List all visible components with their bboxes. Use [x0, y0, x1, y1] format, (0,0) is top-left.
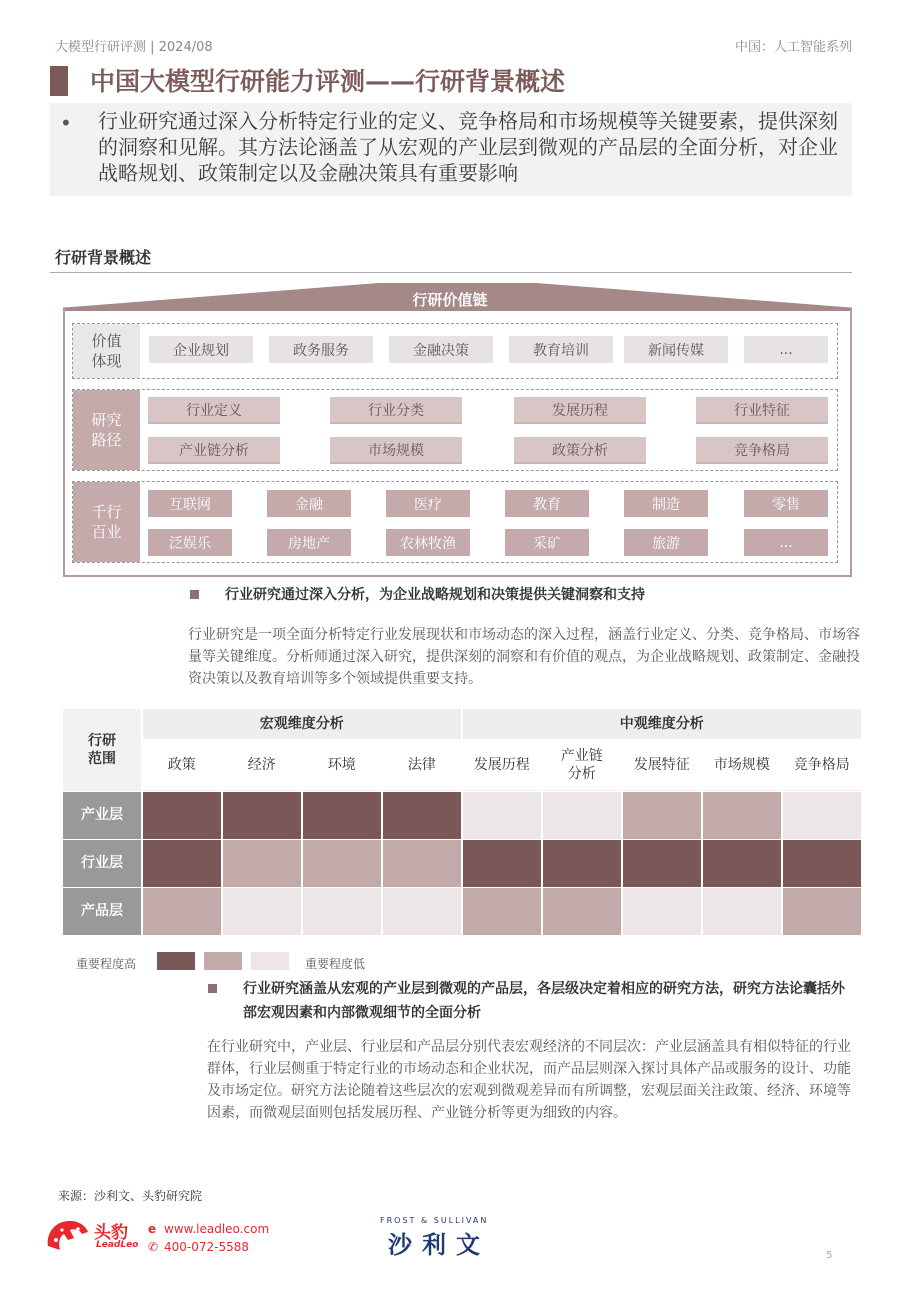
- matrix-cell: [543, 792, 622, 839]
- chip: 教育培训: [509, 336, 613, 363]
- row-label-industries: [73, 482, 140, 562]
- matrix-cell: [223, 888, 302, 935]
- matrix-cell: [623, 792, 702, 839]
- value-chain-row-industries: [72, 481, 838, 563]
- matrix-cell: [783, 840, 862, 887]
- row-label-text: 研究 路径: [91, 411, 122, 449]
- source-note: 来源：沙利文、头豹研究院: [58, 1189, 203, 1203]
- point1-heading: 行业研究通过深入分析，为企业战略规划和决策提供关键洞察和支持: [225, 587, 645, 603]
- column-header: 环境: [303, 741, 382, 791]
- column-header: 法律: [383, 741, 462, 791]
- matrix-cell: [463, 840, 542, 887]
- chip: 金融决策: [389, 336, 493, 363]
- chip: 旅游: [624, 529, 708, 556]
- matrix-cell: [703, 840, 782, 887]
- point1-bullet: [190, 590, 199, 599]
- phone-number: [148, 1240, 249, 1254]
- legend-low-label: 重要程度低: [305, 957, 366, 971]
- summary-box: [50, 103, 852, 196]
- logo-wordmark-cn: 头豹: [94, 1223, 128, 1243]
- matrix-cell: [623, 888, 702, 935]
- leopard-logo-icon: [44, 1216, 90, 1254]
- chip: 制造: [624, 490, 708, 517]
- chip: 政策分析: [514, 437, 646, 464]
- row-label-research: [73, 390, 140, 470]
- matrix-cell: [383, 888, 462, 935]
- phone-text: 400-072-5588: [164, 1240, 250, 1254]
- matrix-cell: [703, 888, 782, 935]
- matrix-cell: [703, 792, 782, 839]
- legend-swatch-medium: [204, 952, 242, 970]
- point1-text: 行业研究是一项全面分析特定行业发展现状和市场动态的深入过程，涵盖行业定义、分类、竞争格局、市场容量等关键维度。分析师通过深入研究，提供深刻的洞察和有价值的观点，为企业战略规划、政策制定、金融投资决策以及教育培训等多个领域提供重要支持。: [188, 627, 860, 687]
- matrix-corner-label: 行研 范围: [63, 709, 141, 791]
- matrix-cell: [143, 888, 222, 935]
- point2-text: 在行业研究中，产业层、行业层和产品层分别代表宏观经济的不同层次：产业层涵盖具有相似特征的行业群体，行业层侧重于特定行业的市场动态和企业状况，而产品层则深入探讨具体产品或服务的设计、功能及市场定位。研究方法论随着这些层次的宏观到微观差异而有所调整，宏观层面关注政策、经济、环境等因素，而微观层面则包括发展历程、产业链分析等更为细致的内容。: [207, 1039, 851, 1121]
- matrix-cell: [143, 840, 222, 887]
- chip: 泛娱乐: [148, 529, 232, 556]
- chip: 行业分类: [330, 397, 462, 424]
- web-icon: e: [148, 1222, 157, 1236]
- chip: ...: [744, 529, 828, 556]
- chip: 医疗: [386, 490, 470, 517]
- chip: 产业链分析: [148, 437, 280, 464]
- chip: ...: [744, 336, 828, 363]
- chip: 新闻传媒: [624, 336, 728, 363]
- column-header: 经济: [223, 741, 302, 791]
- point2-heading: 行业研究涵盖从宏观的产业层到微观的产品层，各层级决定着相应的研究方法，研究方法论囊括外部宏观因素和内部微观细节的全面分析: [243, 981, 845, 1021]
- chip: 行业定义: [148, 397, 280, 424]
- logo-wordmark-en: LeadLeo: [96, 1240, 139, 1250]
- group-header-meso: 中观维度分析: [463, 709, 862, 739]
- row-label-text: 价值 体现: [91, 332, 122, 370]
- chip: 发展历程: [514, 397, 646, 424]
- value-chain-title: 行研价值链: [412, 291, 488, 309]
- page-title: 中国大模型行研能力评测——行研背景概述: [90, 67, 566, 96]
- legend-high-label: 重要程度高: [76, 957, 137, 971]
- matrix-cell: [783, 792, 862, 839]
- matrix-cell: [543, 840, 622, 887]
- chip: 政务服务: [269, 336, 373, 363]
- matrix-cell: [463, 888, 542, 935]
- column-header: 竞争格局: [783, 741, 862, 791]
- chip: 教育: [505, 490, 589, 517]
- matrix-cell: [223, 840, 302, 887]
- matrix-cell: [383, 792, 462, 839]
- chip: 农林牧渔: [386, 529, 470, 556]
- matrix-cell: [303, 792, 382, 839]
- column-header: 发展历程: [463, 741, 542, 791]
- chip: 互联网: [148, 490, 232, 517]
- title-accent-bar: [50, 66, 68, 96]
- phone-icon: ✆: [148, 1240, 159, 1254]
- value-chain-row-value: [72, 323, 838, 379]
- legend-swatch-low: [251, 952, 289, 970]
- chip: 金融: [267, 490, 351, 517]
- summary-text: 行业研究通过深入分析特定行业的定义、竞争格局和市场规模等关键要素，提供深刻的洞察和见解。其方法论涵盖了从宏观的产业层到微观的产品层的全面分析，对企业战略规划、政策制定以及金融决策具有重要影响: [98, 109, 838, 185]
- chip: 房地产: [267, 529, 351, 556]
- section-divider: [50, 272, 852, 273]
- partner-logo-cn: 沙利文: [388, 1231, 490, 1259]
- row-header: 产业层: [63, 792, 141, 839]
- row-label-text: 千行 百业: [91, 503, 122, 541]
- point2-bullet: [208, 984, 217, 993]
- matrix-cell: [303, 888, 382, 935]
- column-header: 市场规模: [703, 741, 782, 791]
- matrix-cell: [783, 888, 862, 935]
- summary-bullet: •: [60, 111, 72, 135]
- website-link[interactable]: [148, 1222, 269, 1236]
- page-number: 5: [826, 1250, 833, 1261]
- partner-logo-en: FROST & SULLIVAN: [380, 1216, 489, 1225]
- chip: 市场规模: [330, 437, 462, 464]
- row-header: 产品层: [63, 888, 141, 935]
- row-label-value: [73, 324, 140, 378]
- group-header-macro: 宏观维度分析: [143, 709, 462, 739]
- column-header: 发展特征: [623, 741, 702, 791]
- value-chain-row-research: [72, 389, 838, 471]
- matrix-cell: [383, 840, 462, 887]
- chip: 采矿: [505, 529, 589, 556]
- matrix-cell: [223, 792, 302, 839]
- chip: 企业规划: [149, 336, 253, 363]
- matrix-cell: [543, 888, 622, 935]
- row-header: 行业层: [63, 840, 141, 887]
- chip: 竞争格局: [696, 437, 828, 464]
- column-header: 产业链 分析: [543, 741, 622, 791]
- matrix-cell: [303, 840, 382, 887]
- matrix-cell: [463, 792, 542, 839]
- matrix-cell: [143, 792, 222, 839]
- chip: 行业特征: [696, 397, 828, 424]
- website-text: www.leadleo.com: [164, 1222, 270, 1236]
- chip: 零售: [744, 490, 828, 517]
- legend-swatch-high: [157, 952, 195, 970]
- matrix-cell: [623, 840, 702, 887]
- column-header: 政策: [143, 741, 222, 791]
- section-title: 行研背景概述: [55, 248, 152, 267]
- header-report-name: 大模型行研评测 | 2024/08: [55, 40, 213, 55]
- header-series-name: 中国：人工智能系列: [734, 40, 852, 55]
